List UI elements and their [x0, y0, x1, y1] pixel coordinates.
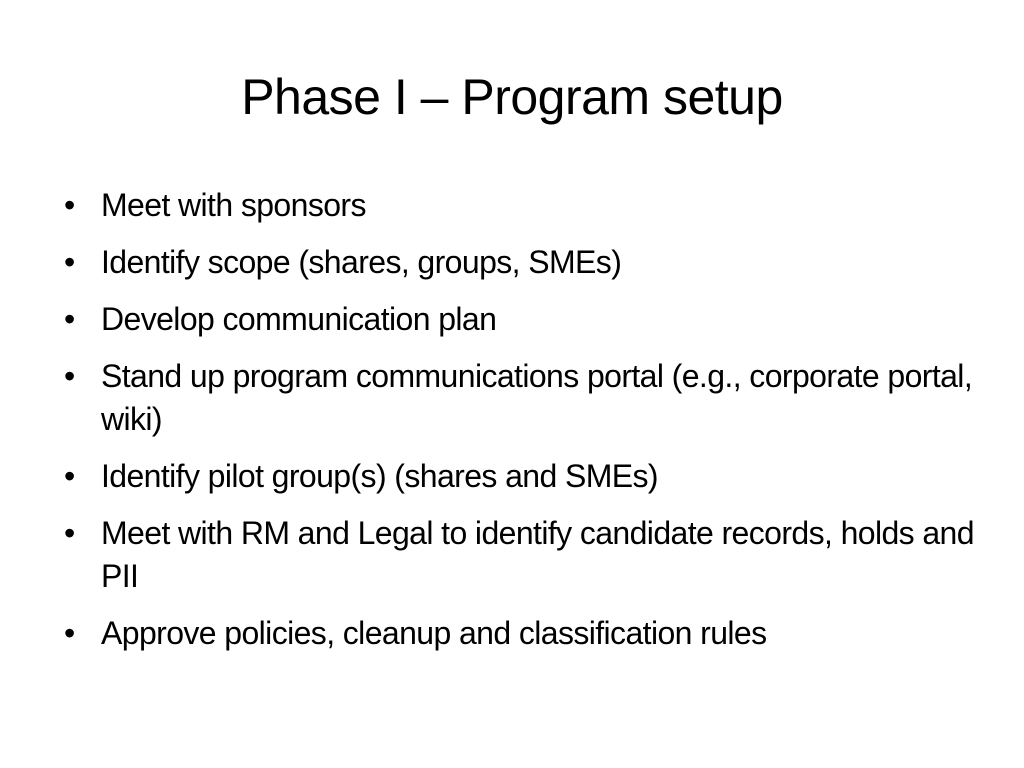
bullet-text: Develop communication plan — [101, 301, 497, 337]
bullet-icon: • — [64, 187, 75, 223]
bullet-icon: • — [64, 358, 75, 394]
bullet-text: Identify pilot group(s) (shares and SMEs) — [101, 458, 658, 494]
bullet-item — [56, 241, 976, 284]
bullet-item — [56, 512, 976, 598]
bullet-item — [56, 184, 976, 227]
bullet-icon: • — [64, 615, 75, 651]
bullet-text: Stand up program communications portal (e.g., corporate portal, wiki) — [101, 358, 973, 437]
bullet-item — [56, 455, 976, 498]
bullet-icon: • — [64, 244, 75, 280]
bullet-text: Meet with RM and Legal to identify candidate records, holds and PII — [101, 515, 974, 594]
bullet-item — [56, 298, 976, 341]
bullet-text: Approve policies, cleanup and classification rules — [101, 615, 767, 651]
slide-title: Phase I – Program setup — [241, 69, 783, 125]
bullet-text: Meet with sponsors — [101, 187, 366, 223]
bullet-list — [56, 184, 976, 669]
bullet-icon: • — [64, 301, 75, 337]
bullet-text: Identify scope (shares, groups, SMEs) — [101, 244, 622, 280]
bullet-item — [56, 612, 976, 655]
bullet-icon: • — [64, 515, 75, 551]
bullet-icon: • — [64, 458, 75, 494]
bullet-item — [56, 355, 976, 441]
